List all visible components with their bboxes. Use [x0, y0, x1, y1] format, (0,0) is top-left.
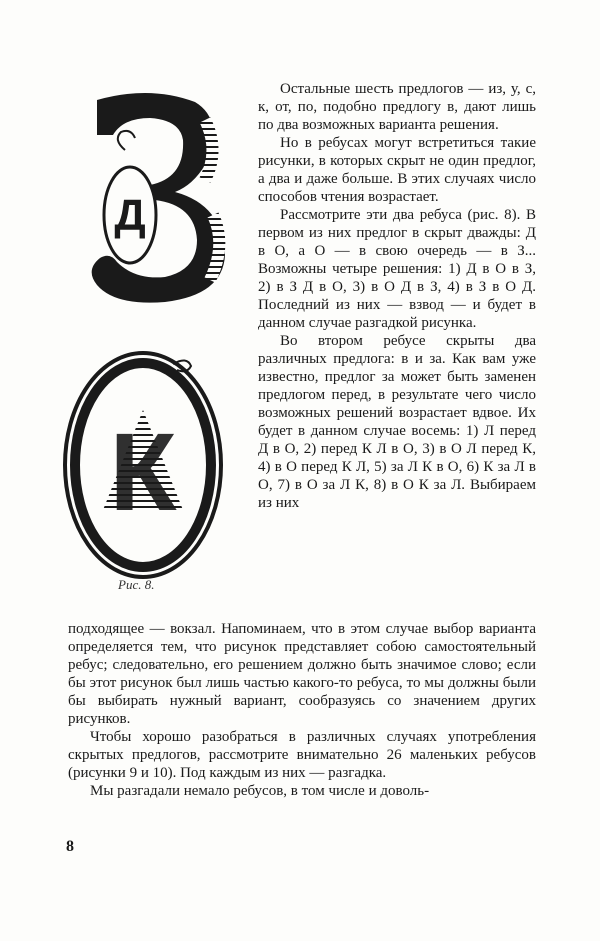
- paragraph-4: Во втором ребусе скрыты два различных предлога: в и за. Как вам уже известно, предлог за может быть заменен предлогом перед, в результате чего число возможных решений возрастает вдвое. Их будет в данном случае восемь: 1) Л перед Д в О, 2) перед К Л в О, 3) в О Л перед К, 4) в О перед К Л, 5) за Л К в О, 6) К за Л в О, 7) в О за Л К, 8) в О К за Л. Выбираем из них: [258, 333, 536, 511]
- paragraph-2: Но в ребусах могут встретиться такие рисунки, в которых скрыт не один предлог, а два и даже больше. В этих случаях число способов чтения возрастает.: [258, 135, 536, 205]
- page-number: 8: [66, 838, 74, 855]
- text-column: [258, 80, 536, 512]
- rebus-illustrations: [55, 80, 240, 635]
- paragraph-5: Чтобы хорошо разобраться в различных случаях употребления скрытых предлогов, рассмотрите внимательно 26 маленьких ребусов (рисунки 9 и 10). Под каждым из них — разгадка.: [68, 729, 536, 781]
- rebus-1-inner-letter: Д: [114, 191, 146, 240]
- figure-caption: Рис. 8.: [118, 577, 155, 592]
- figure-8: [55, 80, 240, 635]
- rebus-1: [92, 93, 225, 303]
- full-width-text: [68, 620, 536, 800]
- paragraph-1: Остальные шесть предлогов — из, у, с, к, от, по, подобно предлогу в, дают лишь по два возможных варианта решения.: [258, 81, 536, 133]
- paragraph-4-continued: подходящее — вокзал. Напоминаем, что в этом случае выбор варианта определяется тем, что рисунок представляет собою самостоятельный ребус; следовательно, его решением должно быть значимое слово; если бы этот рисунок был лишь частью какого-то ребуса, то мы должны были бы выбирать нужный вариант, сообразуясь со значением других рисунков.: [68, 621, 536, 727]
- rebus-2-inner-letter: К: [109, 411, 177, 534]
- paragraph-3: Рассмотрите эти два ребуса (рис. 8). В первом из них предлог в скрыт дважды: Д в О, а О — в свою очередь — в З... Возможны четыре решения: 1) Д в О в З, 2) в З Д в О, 3) в О Д в З, 4) в З в О Д. Последний из них — взвод — и будет в данном случае разгадкой рисунка.: [258, 207, 536, 331]
- rebus-2: [65, 353, 221, 577]
- paragraph-6: Мы разгадали немало ребусов, в том числе и доволь-: [90, 783, 430, 799]
